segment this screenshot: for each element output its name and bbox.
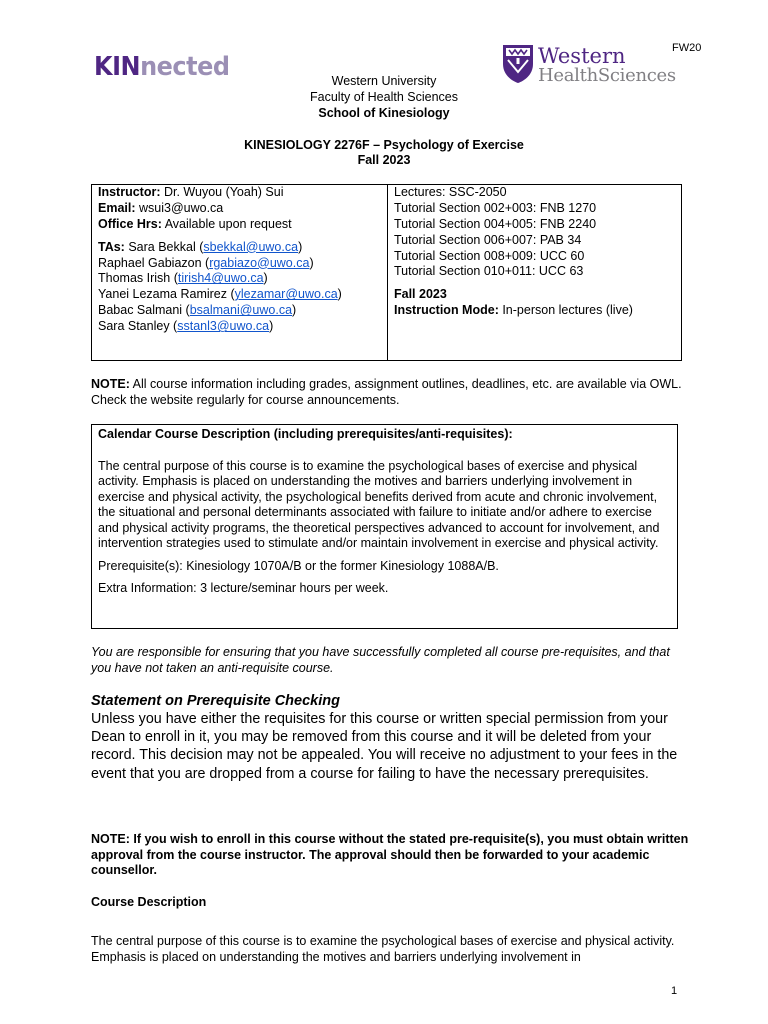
location-column: [394, 185, 679, 319]
logo-healthsciences-text: HealthSciences: [538, 65, 676, 86]
ta-name: Yanei Lezama Ramirez (: [98, 287, 235, 302]
course-title: KINESIOLOGY 2276F – Psychology of Exercise: [244, 138, 524, 152]
owl-note: [91, 377, 691, 408]
course-description-text: The central purpose of this course is to examine the psychological bases of exercise and physical activity. Emphasis is placed on understanding the motives and barriers underlying involvement in: [91, 934, 675, 964]
table-divider: [387, 185, 388, 360]
office-hours-line: [98, 217, 383, 233]
location-line: Tutorial Section 008+009: UCC 60: [394, 248, 585, 263]
instructor-line: [98, 185, 383, 201]
extra-information-text: Extra Information: 3 lecture/seminar hours per week.: [98, 581, 389, 595]
location-line: Tutorial Section 002+003: FNB 1270: [394, 200, 597, 215]
email-value: wsui3@uwo.ca: [135, 200, 224, 215]
instruction-mode-value: In-person lectures (live): [498, 303, 633, 318]
ta-name: Raphael Gabiazon (: [98, 255, 210, 270]
location-line: Tutorial Section 010+011: UCC 63: [394, 264, 584, 279]
ta-email-link[interactable]: rgabiazo@uwo.ca: [209, 255, 310, 270]
ta-email-link[interactable]: ylezamar@uwo.ca: [234, 287, 338, 302]
note-text: All course information including grades, assignment outlines, deadlines, etc. are available via OWL. Check the website regularly for course announcements.: [91, 377, 682, 407]
location-line: Tutorial Section 004+005: FNB 2240: [394, 216, 597, 231]
university-name: Western University: [331, 74, 437, 88]
ta-line: [98, 271, 383, 287]
calendar-description-box: [91, 424, 678, 629]
location-line: Lectures: SSC-2050: [394, 185, 507, 199]
ta-close-paren: ): [309, 255, 314, 270]
ta-email-link[interactable]: sstanl3@uwo.ca: [177, 319, 270, 334]
email-line: [98, 201, 383, 217]
ta-line: [98, 303, 383, 319]
ta-line: [98, 240, 383, 256]
ta-email-link[interactable]: bsalmani@uwo.ca: [189, 303, 293, 318]
ta-name: Sara Bekkal (: [128, 239, 204, 254]
logo-western-text: Western: [538, 44, 626, 68]
term-label: Fall 2023: [394, 287, 447, 302]
course-description-title: Course Description: [91, 895, 207, 909]
prerequisite-responsibility-note: You are responsible for ensuring that you have successfully completed all course pre-requisites, and that you have not taken an anti-requisite course.: [91, 645, 670, 675]
instructor-column: [98, 185, 383, 335]
instructor-value: Dr. Wuyou (Yoah) Sui: [160, 185, 284, 199]
faculty-name: Faculty of Health Sciences: [310, 90, 458, 104]
ta-name: Babac Salmani (: [98, 303, 190, 318]
school-name: School of Kinesiology: [318, 106, 450, 120]
ta-close-paren: ): [298, 239, 303, 254]
prerequisites-text: Prerequisite(s): Kinesiology 1070A/B or the former Kinesiology 1088A/B.: [98, 558, 499, 573]
tas-label: TAs:: [98, 239, 125, 254]
page-number: 1: [671, 985, 678, 997]
instruction-mode-label: Instruction Mode:: [394, 303, 499, 318]
course-info-table: [91, 184, 682, 361]
ta-line: [98, 319, 383, 335]
statement-title: Statement on Prerequisite Checking: [91, 693, 340, 709]
note-label: NOTE:: [91, 377, 130, 391]
instructor-label: Instructor:: [98, 185, 161, 199]
ta-close-paren: ): [292, 303, 297, 318]
logo-kin-text: KIN: [94, 52, 141, 82]
enrollment-note: NOTE: If you wish to enroll in this course without the stated pre-requisite(s), you must obtain written approval from the course instructor. The approval should then be forwarded to your academic counsellor.: [91, 832, 689, 877]
calendar-description: The central purpose of this course is to examine the psychological bases of exercise and physical activity. Emphasis is placed on understanding the motives and barriers underlying involvement in exercise and physical activity, the psychological benefits derived from acute and chronic involvement, the situational and personal determinants associated with failure to initiate and/or adhere to exercise and physical activity programs, the theoretical perspectives advanced to account for involvement, and intervention strategies used to stimulate and/or maintain involvement in exercise and physical activity.: [98, 458, 660, 550]
instruction-mode-line: [394, 303, 679, 319]
location-line: Tutorial Section 006+007: PAB 34: [394, 232, 582, 247]
office-hours-label: Office Hrs:: [98, 216, 162, 231]
ta-name: Thomas Irish (: [98, 271, 178, 286]
ta-close-paren: ): [337, 287, 342, 302]
office-hours-value: Available upon request: [161, 216, 292, 231]
course-term: Fall 2023: [357, 153, 411, 167]
ta-close-paren: ): [269, 319, 274, 334]
calendar-heading: Calendar Course Description (including prerequisites/anti-requisites):: [98, 427, 513, 441]
ta-line: [98, 256, 383, 272]
ta-email-link[interactable]: tirish4@uwo.ca: [177, 271, 264, 286]
email-label: Email:: [98, 200, 136, 215]
ta-email-link[interactable]: sbekkal@uwo.ca: [203, 239, 299, 254]
logo-nected-text: nected: [140, 52, 230, 82]
form-code: FW20: [672, 42, 702, 54]
ta-line: [98, 287, 383, 303]
ta-close-paren: ): [263, 271, 268, 286]
ta-name: Sara Stanley (: [98, 319, 178, 334]
statement-body: Unless you have either the requisites for this course or written special permission from your Dean to enroll in it, you may be removed from this course and it will be deleted from your record. This decision may not be appealed. You will receive no adjustment to your fees in the event that you are dropped from a course for failing to have the necessary prerequisites.: [91, 711, 678, 782]
